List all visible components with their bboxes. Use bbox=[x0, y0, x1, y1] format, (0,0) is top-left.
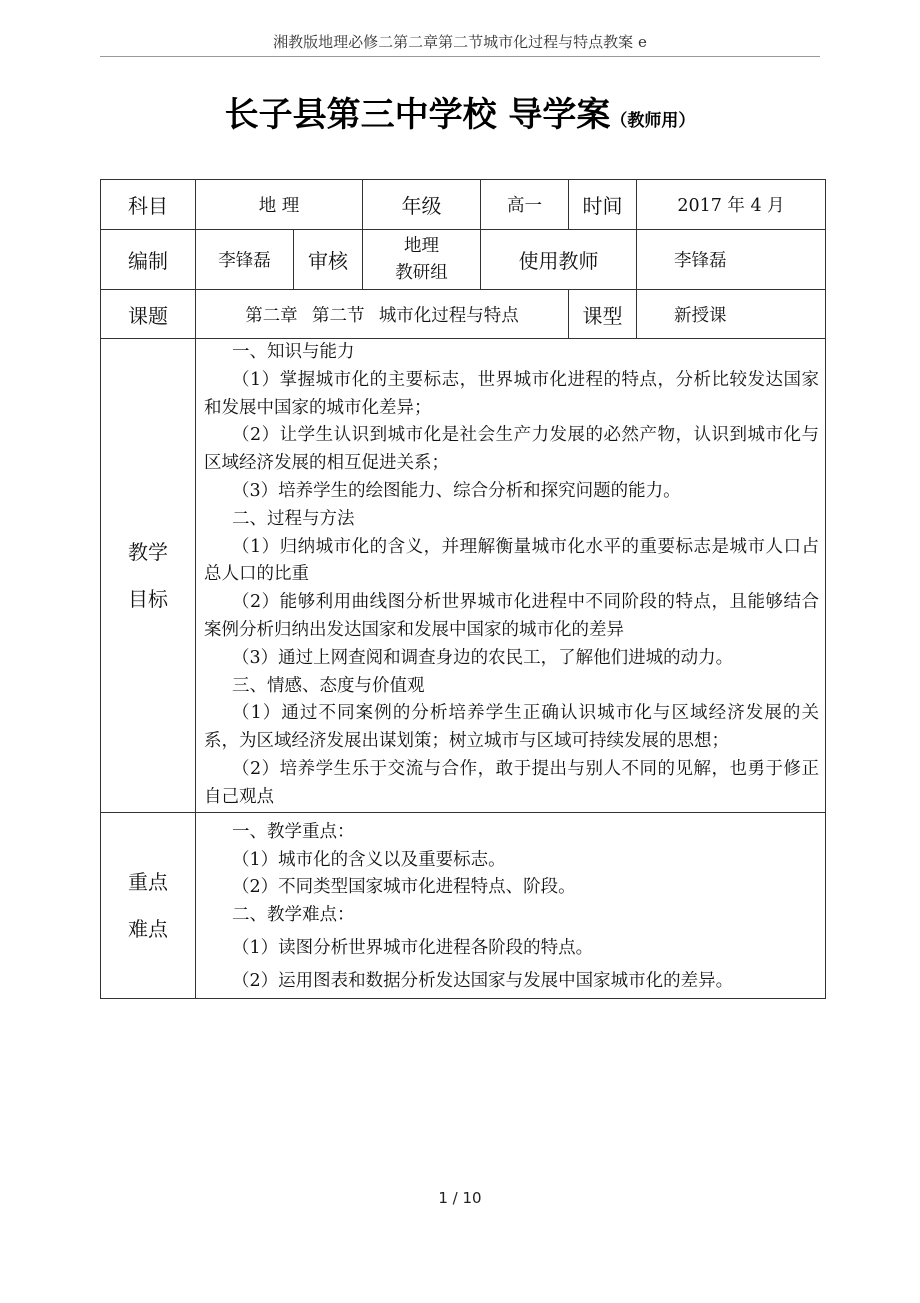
key-points-section-heading: 一、教学重点： bbox=[232, 822, 355, 842]
key-points-section-heading: 二、教学难点： bbox=[232, 904, 355, 925]
lesson-type-value: 新授课 bbox=[637, 290, 826, 339]
objective-item: （1）归纳城市化的含义，并理解衡量城市化水平的重要标志是城市人口占总人口的比重 bbox=[204, 536, 820, 585]
page-number: 1 / 10 bbox=[438, 1189, 482, 1207]
teacher-value: 李锋磊 bbox=[637, 230, 826, 290]
running-header-title: 湘教版地理必修二第二章第二节城市化过程与特点教案 e bbox=[273, 33, 647, 51]
key-points-label-line1: 重点 bbox=[128, 869, 168, 894]
subject-value: 地 理 bbox=[196, 180, 363, 230]
table-row-editor bbox=[101, 230, 826, 290]
reviewer-label: 审核 bbox=[294, 230, 363, 290]
objective-item: （1）掌握城市化的主要标志，世界城市化进程的特点，分析比较发达国家和发展中国家的城市化差异； bbox=[204, 369, 820, 418]
key-point-item: （2）不同类型国家城市化进程特点、阶段。 bbox=[232, 877, 576, 898]
objective-section-heading: 一、知识与能力 bbox=[232, 342, 355, 362]
objective-section-heading: 二、过程与方法 bbox=[232, 508, 355, 529]
teacher-label: 使用教师 bbox=[481, 230, 637, 290]
difficult-point-item: （2）运用图表和数据分析发达国家与发展中国家城市化的差异。 bbox=[232, 971, 734, 992]
objective-item: （3）培养学生的绘图能力、综合分析和探究问题的能力。 bbox=[232, 480, 681, 501]
objectives-label-line2: 目标 bbox=[128, 586, 168, 611]
reviewer-value-line2: 教研组 bbox=[395, 262, 448, 283]
key-points-label bbox=[101, 813, 196, 999]
time-value: 2017 年 4 月 bbox=[637, 180, 826, 230]
table-row-key-points bbox=[101, 813, 826, 999]
table-row-topic bbox=[101, 290, 826, 339]
topic-label: 课题 bbox=[101, 290, 196, 339]
difficult-point-item: （1）读图分析世界城市化进程各阶段的特点。 bbox=[232, 938, 594, 959]
grade-value: 高一 bbox=[481, 180, 569, 230]
objective-item: （1）通过不同案例的分析培养学生正确认识城市化与区域经济发展的关系，为区域经济发展出谋划策；树立城市与区域可持续发展的思想； bbox=[204, 703, 820, 752]
subject-label: 科目 bbox=[101, 180, 196, 230]
objective-section-heading: 三、情感、态度与价值观 bbox=[232, 675, 425, 696]
key-points-label-line2: 难点 bbox=[128, 916, 168, 941]
topic-value: 第二章 第二节 城市化过程与特点 bbox=[196, 290, 569, 339]
document-title-main: 长子县第三中学校 导学案 bbox=[224, 95, 611, 135]
objective-item: （2）让学生认识到城市化是社会生产力发展的必然产物，认识到城市化与区域经济发展的相互促进关系； bbox=[204, 425, 820, 474]
objective-item: （3）通过上网查阅和调查身边的农民工，了解他们进城的动力。 bbox=[232, 647, 734, 668]
lesson-plan-table bbox=[100, 179, 826, 999]
key-points-content bbox=[196, 813, 826, 999]
editor-value: 李锋磊 bbox=[196, 230, 294, 290]
key-point-item: （1）城市化的含义以及重要标志。 bbox=[232, 849, 506, 870]
grade-label: 年级 bbox=[363, 180, 481, 230]
objectives-label bbox=[101, 339, 196, 813]
reviewer-value bbox=[363, 230, 481, 290]
table-row-objectives bbox=[101, 339, 826, 813]
objectives-content bbox=[196, 339, 826, 813]
reviewer-value-line1: 地理 bbox=[404, 235, 440, 256]
editor-label: 编制 bbox=[101, 230, 196, 290]
table-row-subject bbox=[101, 180, 826, 230]
document-title bbox=[0, 94, 920, 142]
objective-item: （2）培养学生乐于交流与合作，敢于提出与别人不同的见解，也勇于修正自己观点 bbox=[204, 758, 820, 807]
document-title-suffix: （教师用） bbox=[610, 111, 696, 131]
objectives-label-line1: 教学 bbox=[128, 539, 168, 564]
lesson-type-label: 课型 bbox=[569, 290, 637, 339]
header-rule bbox=[100, 56, 820, 57]
time-label: 时间 bbox=[569, 180, 637, 230]
objective-item: （2）能够利用曲线图分析世界城市化进程中不同阶段的特点，且能够结合案例分析归纳出发达国家和发展中国家的城市化的差异 bbox=[204, 592, 820, 640]
